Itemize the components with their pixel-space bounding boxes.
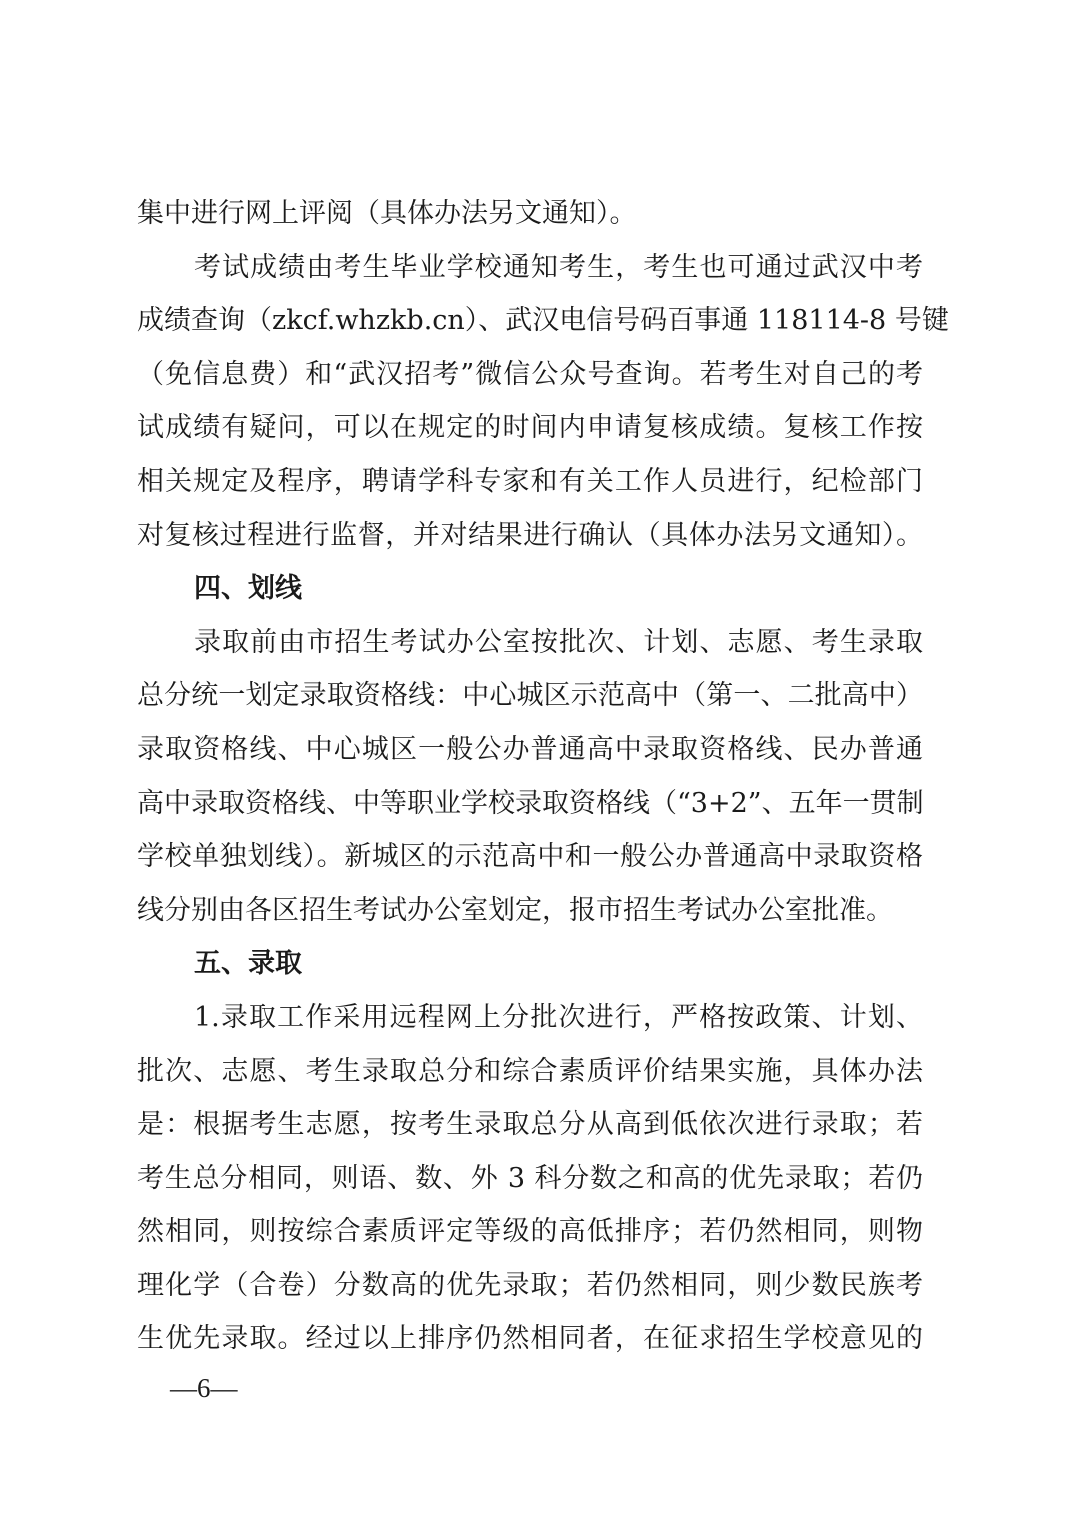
text-line: 相关规定及程序，聘请学科专家和有关工作人员进行，纪检部门 xyxy=(137,465,923,497)
text-line: 然相同，则按综合素质评定等级的高低排序；若仍然相同，则物 xyxy=(137,1216,923,1248)
text-line: 成绩查询（zkcf.whzkb.cn）、武汉电信号码百事通 118114-8 号键 xyxy=(137,305,949,337)
paragraph-score-lines xyxy=(137,616,923,938)
text-line: 录取资格线、中心城区一般公办普通高中录取资格线、民办普通 xyxy=(137,733,923,765)
text-line: 是：根据考生志愿，按考生录取总分从高到低依次进行录取；若 xyxy=(137,1109,923,1141)
text-line: 考试成绩由考生毕业学校通知考生，考生也可通过武汉中考 xyxy=(194,251,923,283)
paragraph-continuation xyxy=(137,187,923,241)
document-body xyxy=(137,187,949,1366)
section-heading-score-line: 四、划线 xyxy=(194,573,302,605)
text-line: 1.录取工作采用远程网上分批次进行，严格按政策、计划、 xyxy=(194,1001,923,1033)
text-line: 生优先录取。经过以上排序仍然相同者，在征求招生学校意见的 xyxy=(137,1323,923,1355)
text-line: （免信息费）和“武汉招考”微信公众号查询。若考生对自己的考 xyxy=(137,358,923,390)
text-line: 考生总分相同，则语、数、外 3 科分数之和高的优先录取；若仍 xyxy=(137,1162,923,1194)
text-line: 学校单独划线）。新城区的示范高中和一般公办普通高中录取资格 xyxy=(137,841,923,873)
text-line: 高中录取资格线、中等职业学校录取资格线（“3+2”、五年一贯制 xyxy=(137,787,924,819)
section-heading-admission: 五、录取 xyxy=(194,948,302,980)
paragraph-exam-scores xyxy=(137,241,949,563)
text-line: 批次、志愿、考生录取总分和综合素质评价结果实施，具体办法 xyxy=(137,1055,923,1087)
text-line: 录取前由市招生考试办公室按批次、计划、志愿、考生录取 xyxy=(194,626,923,658)
text-line: 理化学（合卷）分数高的优先录取；若仍然相同，则少数民族考 xyxy=(137,1269,923,1301)
text-line: 对复核过程进行监督，并对结果进行确认（具体办法另文通知）。 xyxy=(137,519,923,551)
text-line: 线分别由各区招生考试办公室划定，报市招生考试办公室批准。 xyxy=(137,894,893,926)
page-number: —6— xyxy=(170,1373,238,1403)
text-line: 集中进行网上评阅（具体办法另文通知）。 xyxy=(137,198,637,229)
text-line: 总分统一划定录取资格线：中心城区示范高中（第一、二批高中） xyxy=(137,680,923,712)
text-line: 试成绩有疑问，可以在规定的时间内申请复核成绩。复核工作按 xyxy=(137,412,923,444)
paragraph-admission xyxy=(137,991,923,1366)
